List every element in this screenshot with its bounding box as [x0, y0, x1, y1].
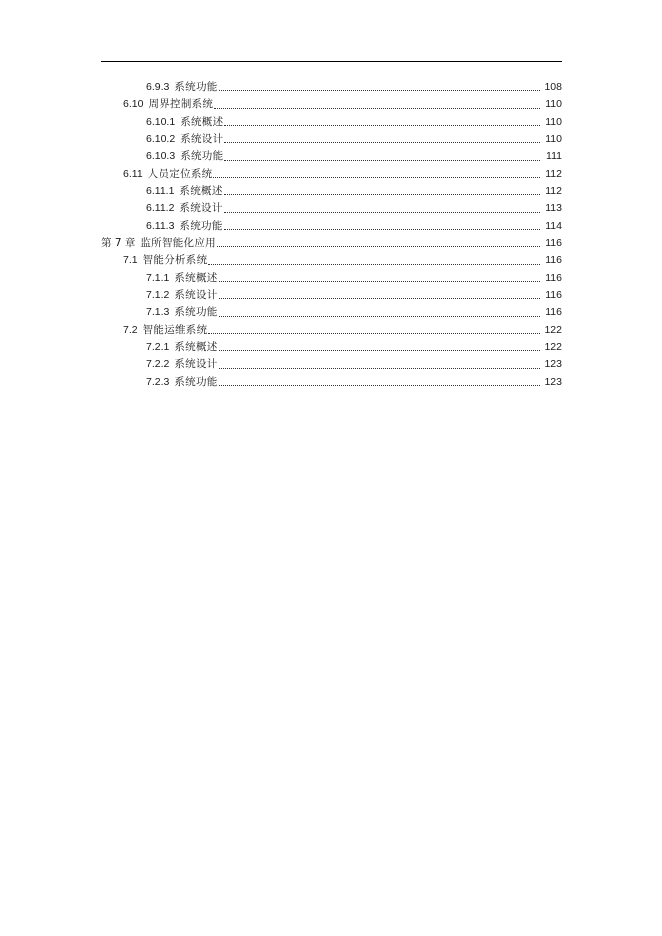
toc-entry-page: 110 [545, 115, 562, 128]
toc-entry-title: 系统功能 [174, 375, 218, 388]
header-rule [101, 61, 562, 62]
toc-dot-leader [214, 107, 540, 109]
toc-entry-title: 系统功能 [174, 306, 218, 319]
toc-entry-title: 系统概述 [180, 115, 224, 128]
toc-entry-title: 周界控制系统 [148, 98, 214, 111]
toc-dot-leader [219, 89, 540, 91]
toc-dot-leader [219, 297, 540, 299]
toc-entry[interactable] [0, 148, 662, 165]
toc-entry-number: 6.9.3 [146, 81, 170, 93]
toc-entry[interactable] [0, 287, 662, 304]
toc-entry[interactable] [0, 131, 662, 148]
toc-entry[interactable] [0, 200, 662, 217]
toc-dot-leader [224, 141, 540, 143]
toc-entry-title: 系统概述 [179, 184, 223, 197]
toc-entry[interactable] [0, 322, 662, 339]
toc-dot-leader [208, 263, 540, 265]
toc-dot-leader [224, 193, 540, 195]
toc-entry-title: 系统功能 [174, 81, 218, 93]
toc-entry[interactable] [0, 96, 662, 113]
toc-dot-leader [224, 228, 540, 230]
toc-entry-number: 第 7 章 [101, 236, 136, 249]
toc-entry[interactable] [0, 79, 662, 96]
toc-dot-leader [224, 211, 540, 213]
toc-entry[interactable] [0, 374, 662, 391]
toc-entry-page: 114 [545, 219, 562, 232]
toc-entry-page: 110 [545, 132, 562, 145]
table-of-contents [0, 79, 662, 391]
toc-entry-number: 7.2.1 [146, 340, 170, 353]
toc-entry[interactable] [0, 218, 662, 235]
toc-entry-page: 123 [544, 358, 562, 371]
toc-entry-number: 7.1 [123, 254, 138, 267]
toc-entry-page: 116 [545, 306, 562, 319]
toc-entry-number: 7.1.3 [146, 306, 170, 319]
toc-dot-leader [219, 280, 540, 282]
toc-chapter-entry[interactable] [0, 235, 662, 252]
toc-entry-title: 智能分析系统 [142, 254, 208, 267]
toc-entry-number: 7.1.2 [146, 288, 170, 301]
toc-entry-title: 系统设计 [180, 132, 224, 145]
toc-entry-number: 6.10.2 [146, 132, 176, 145]
toc-entry-title: 系统概述 [174, 271, 218, 284]
toc-entry-number: 7.1.1 [146, 271, 170, 284]
toc-entry-page: 112 [545, 184, 562, 197]
toc-dot-leader [219, 384, 540, 386]
toc-entry[interactable] [0, 339, 662, 356]
toc-entry-page: 123 [544, 375, 562, 388]
toc-entry-number: 6.10.1 [146, 115, 176, 128]
toc-entry-number: 7.2.3 [146, 375, 170, 388]
toc-entry-title: 监所智能化应用 [140, 236, 216, 249]
toc-dot-leader [219, 349, 540, 351]
toc-dot-leader [217, 245, 540, 247]
toc-dot-leader [208, 332, 540, 334]
toc-dot-leader [224, 159, 540, 161]
toc-entry-number: 6.11 [123, 167, 143, 180]
toc-entry[interactable] [0, 114, 662, 131]
toc-entry-number: 6.11.2 [146, 202, 175, 215]
toc-entry-page: 113 [545, 202, 562, 215]
toc-entry-title: 系统功能 [180, 150, 224, 163]
toc-dot-leader [213, 176, 540, 178]
toc-entry-number: 6.10 [123, 98, 144, 111]
toc-entry-number: 7.2 [123, 323, 138, 336]
toc-entry-title: 系统设计 [179, 202, 223, 215]
toc-entry-page: 116 [545, 288, 562, 301]
toc-entry-title: 人员定位系统 [147, 167, 213, 180]
toc-entry[interactable] [0, 252, 662, 269]
toc-entry[interactable] [0, 166, 662, 183]
toc-entry[interactable] [0, 304, 662, 321]
toc-dot-leader [219, 315, 540, 317]
toc-entry-title: 智能运维系统 [142, 323, 208, 336]
toc-entry-number: 6.11.1 [146, 184, 175, 197]
toc-entry-title: 系统概述 [174, 340, 218, 353]
toc-dot-leader [219, 367, 540, 369]
toc-dot-leader [224, 124, 540, 126]
toc-entry-page: 112 [545, 167, 562, 180]
toc-entry-page: 116 [545, 254, 562, 267]
toc-entry-page: 108 [544, 81, 562, 93]
toc-entry[interactable] [0, 270, 662, 287]
toc-entry[interactable] [0, 356, 662, 373]
toc-entry-title: 系统功能 [179, 219, 223, 232]
toc-entry-page: 110 [545, 98, 562, 111]
toc-entry-number: 6.10.3 [146, 150, 176, 163]
toc-entry-number: 6.11.3 [146, 219, 175, 232]
toc-entry-page: 111 [546, 150, 562, 163]
toc-entry[interactable] [0, 183, 662, 200]
toc-entry-page: 122 [544, 323, 562, 336]
toc-entry-number: 7.2.2 [146, 358, 170, 371]
toc-entry-page: 116 [545, 271, 562, 284]
toc-entry-title: 系统设计 [174, 288, 218, 301]
toc-entry-page: 116 [545, 236, 562, 249]
toc-entry-page: 122 [544, 340, 562, 353]
toc-entry-title: 系统设计 [174, 358, 218, 371]
